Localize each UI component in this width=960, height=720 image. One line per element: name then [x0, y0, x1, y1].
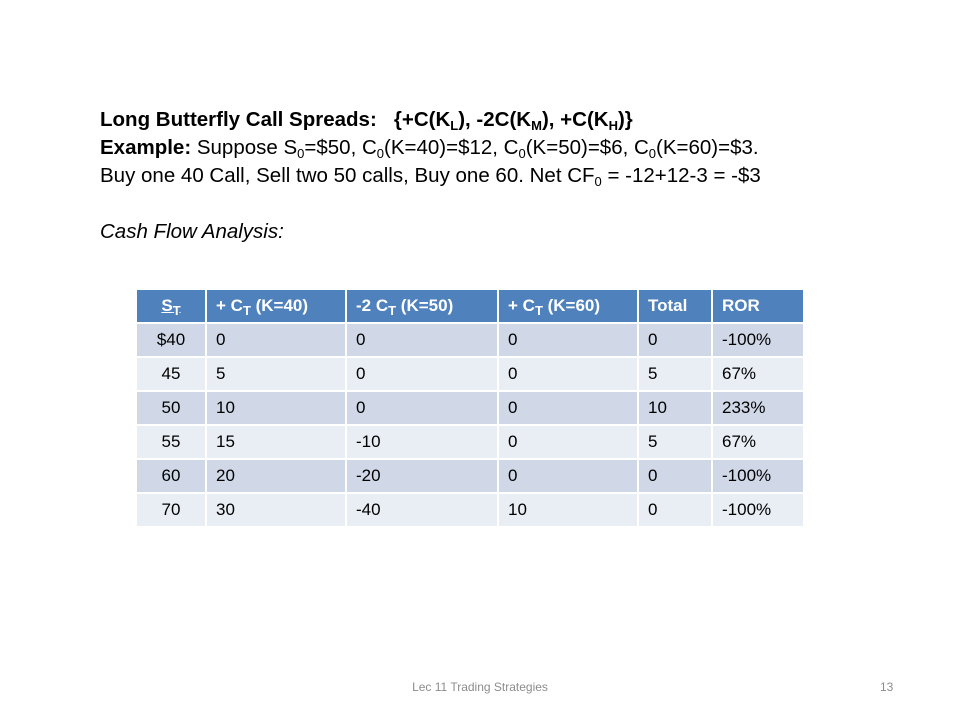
table-cell: 67%: [712, 425, 804, 459]
slide-body: [100, 106, 900, 246]
table-cell: 70: [136, 493, 206, 527]
table-cell: 30: [206, 493, 346, 527]
table-cell: 5: [206, 357, 346, 391]
table-cell: $40: [136, 323, 206, 357]
slide-heading: [100, 106, 900, 134]
example-line: Example: Suppose $S_0=\$50$, $C_0(K=40)=\$12$, $C_0(K=50)=\$6$, $C_0(K=60)=\$3$.: [100, 136, 759, 161]
table-cell: 55: [136, 425, 206, 459]
table-cell: 0: [206, 323, 346, 357]
table-cell: 60: [136, 459, 206, 493]
header-ror: ROR: [712, 289, 804, 323]
table-row: [136, 459, 804, 493]
table-cell: 10: [206, 391, 346, 425]
table-cell: 0: [346, 391, 498, 425]
table-cell: -100%: [712, 459, 804, 493]
cash-flow-table: [135, 288, 805, 528]
table-cell: 0: [638, 459, 712, 493]
table-row: [136, 323, 804, 357]
table-cell: 5: [638, 357, 712, 391]
table-cell: 10: [638, 391, 712, 425]
heading-formula: {$+C(K_L)$, $-2C(K_M)$, $+C(K_H)$}: [393, 108, 633, 133]
page-number: 13: [880, 680, 894, 694]
table-cell: -10: [346, 425, 498, 459]
table-cell: -100%: [712, 323, 804, 357]
heading-title: Long Butterfly Call Spreads:: [100, 108, 377, 131]
table-cell: 0: [346, 357, 498, 391]
trade-line: Buy one 40 Call, Sell two 50 calls, Buy one 60. Net $CF_0 = -12+12-3$ = -$3: [100, 164, 761, 189]
table-cell: 15: [206, 425, 346, 459]
header-total: Total: [638, 289, 712, 323]
table-cell: 0: [498, 425, 638, 459]
table-cell: 0: [498, 357, 638, 391]
table-cell: 20: [206, 459, 346, 493]
table-header-row: [136, 289, 804, 323]
table-cell: -100%: [712, 493, 804, 527]
table-cell: 45: [136, 357, 206, 391]
table-cell: 0: [498, 459, 638, 493]
table-row: [136, 493, 804, 527]
table-row: [136, 425, 804, 459]
header-st: $S_T$: [136, 289, 206, 323]
table-cell: -40: [346, 493, 498, 527]
table-row: [136, 357, 804, 391]
header-call-40: + $C_T$ (K=40): [206, 289, 346, 323]
header-call-50: -2 $C_T$ (K=50): [346, 289, 498, 323]
table-cell: 0: [498, 323, 638, 357]
table-cell: 10: [498, 493, 638, 527]
table-cell: 0: [498, 391, 638, 425]
table-row: [136, 391, 804, 425]
table-cell: -20: [346, 459, 498, 493]
table-cell: 233%: [712, 391, 804, 425]
table-cell: 67%: [712, 357, 804, 391]
header-call-60: + $C_T$ (K=60): [498, 289, 638, 323]
example-label: Example:: [100, 136, 192, 159]
analysis-label: Cash Flow Analysis:: [100, 220, 284, 243]
table-cell: 50: [136, 391, 206, 425]
table-cell: 0: [638, 323, 712, 357]
footer-title: Lec 11 Trading Strategies: [412, 680, 548, 694]
table-cell: 0: [638, 493, 712, 527]
table-cell: 5: [638, 425, 712, 459]
table-cell: 0: [346, 323, 498, 357]
